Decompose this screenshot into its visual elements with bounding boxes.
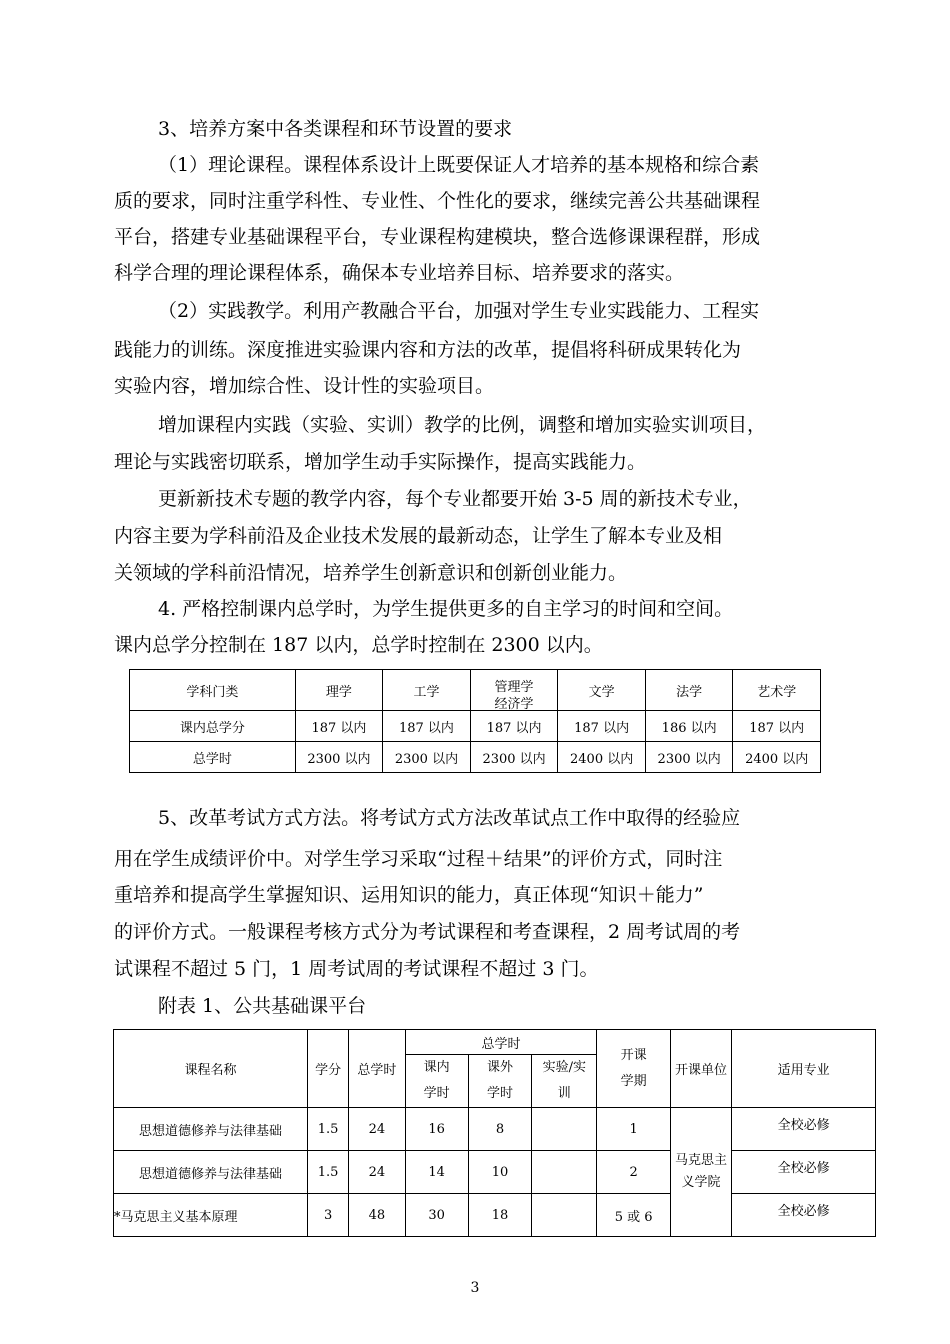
table-cell: 全校必修 xyxy=(732,1194,876,1237)
paragraph-theory-line1: （1）理论课程。课程体系设计上既要保证人才培养的基本规格和综合素 xyxy=(158,154,760,176)
table-cell: 2 xyxy=(597,1151,670,1194)
table-cell: 24 xyxy=(349,1108,405,1151)
table-cell: 10 xyxy=(468,1151,531,1194)
table-cell: 48 xyxy=(349,1194,405,1237)
table-cell: 2300 以内 xyxy=(645,742,733,773)
paragraph-theory-line3: 平台，搭建专业基础课程平台，专业课程构建模块，整合选修课课程群，形成 xyxy=(114,226,761,248)
table-header-row xyxy=(130,670,821,711)
table-cell: 187 以内 xyxy=(295,711,383,742)
table-cell: 课内总学分 xyxy=(130,711,296,742)
table-row xyxy=(130,742,821,773)
table-header-cell: 艺术学 xyxy=(733,670,821,711)
table-cell: 24 xyxy=(349,1151,405,1194)
table-cell: 全校必修 xyxy=(732,1151,876,1194)
paragraph-credit-control-line1: 4. 严格控制课内总学时，为学生提供更多的自主学习的时间和空间。 xyxy=(158,598,734,620)
table-header-cell xyxy=(597,1030,670,1108)
table-cell: 187 以内 xyxy=(558,711,646,742)
paragraph-credit-control-line2: 课内总学分控制在 187 以内，总学时控制在 2300 以内。 xyxy=(114,634,603,656)
table-cell: 1.5 xyxy=(308,1108,349,1151)
paragraph-theory-line2: 质的要求，同时注重学科性、专业性、个性化的要求，继续完善公共基础课程 xyxy=(114,190,761,212)
table-row xyxy=(130,711,821,742)
paragraph-new-tech-line2: 内容主要为学科前沿及企业技术发展的最新动态，让学生了解本专业及相 xyxy=(114,525,723,547)
dept-text: 马克思主义学院 xyxy=(675,1153,728,1190)
paragraph-exam-reform-line4: 的评价方式。一般课程考核方式分为考试课程和考查课程，2 周考试周的考 xyxy=(114,921,741,943)
page-number: 3 xyxy=(470,1280,480,1296)
table-cell: 187 以内 xyxy=(383,711,471,742)
table-header-cell: 工学 xyxy=(383,670,471,711)
table-cell xyxy=(670,1108,731,1237)
table-header-cell xyxy=(470,670,558,711)
paragraph-theory-line4: 科学合理的理论课程体系，确保本专业培养目标、培养要求的落实。 xyxy=(114,262,685,284)
paragraph-exam-reform-line1: 5、改革考试方式方法。将考试方式方法改革试点工作中取得的经验应 xyxy=(158,807,741,829)
paragraph-inclass-practice-line1: 增加课程内实践（实验、实训）教学的比例，调整和增加实验实训项目， xyxy=(158,414,767,436)
table-header-cell-text: 管理学经济学 xyxy=(494,680,534,712)
table-cell xyxy=(532,1151,597,1194)
table-cell: *马克思主义基本原理 xyxy=(114,1194,308,1237)
paragraph-new-tech-line1: 更新新技术专题的教学内容，每个专业都要开始 3-5 周的新技术专业， xyxy=(158,488,752,510)
table-cell: 187 以内 xyxy=(470,711,558,742)
table-cell xyxy=(532,1194,597,1237)
table-header-cell: 开课单位 xyxy=(670,1030,731,1108)
table-cell: 思想道德修养与法律基础 xyxy=(114,1151,308,1194)
table-cell: 全校必修 xyxy=(732,1108,876,1151)
lab-header-text: 实验/实训 xyxy=(542,1060,586,1101)
table-cell: 14 xyxy=(405,1151,468,1194)
table-header-cell: 课程名称 xyxy=(114,1030,308,1108)
public-course-table xyxy=(113,1029,876,1237)
table-row xyxy=(114,1151,876,1194)
table-cell: 总学时 xyxy=(130,742,296,773)
table-cell xyxy=(532,1108,597,1151)
credit-limit-table xyxy=(129,669,821,773)
paragraph-exam-reform-line2: 用在学生成绩评价中。对学生学习采取“过程＋结果”的评价方式，同时注 xyxy=(114,848,723,870)
table-cell: 5 或 6 xyxy=(597,1194,670,1237)
table-header-cell: 学科门类 xyxy=(130,670,296,711)
table-cell: 1 xyxy=(597,1108,670,1151)
table-cell: 18 xyxy=(468,1194,531,1237)
table-header-cell: 适用专业 xyxy=(732,1030,876,1108)
table-cell: 思想道德修养与法律基础 xyxy=(114,1108,308,1151)
table-row xyxy=(114,1194,876,1237)
table-cell: 2300 以内 xyxy=(295,742,383,773)
paragraph-new-tech-line3: 关领域的学科前沿情况，培养学生创新意识和创新创业能力。 xyxy=(114,562,628,584)
table-header-cell xyxy=(468,1055,531,1108)
table-header-cell: 法学 xyxy=(645,670,733,711)
table-cell: 30 xyxy=(405,1194,468,1237)
paragraph-practice-line3: 实验内容，增加综合性、设计性的实验项目。 xyxy=(114,375,495,397)
table-header-cell xyxy=(405,1055,468,1108)
in-class-header-text: 课内学时 xyxy=(423,1060,450,1101)
table-header-group-cell: 总学时 xyxy=(405,1030,597,1055)
table-row xyxy=(114,1108,876,1151)
table-cell: 186 以内 xyxy=(645,711,733,742)
table-cell: 2300 以内 xyxy=(470,742,558,773)
out-class-header-text: 课外学时 xyxy=(486,1060,513,1101)
table-cell: 3 xyxy=(308,1194,349,1237)
table-cell: 1.5 xyxy=(308,1151,349,1194)
appendix-table-title: 附表 1、公共基础课平台 xyxy=(158,995,367,1017)
table-header-cell: 学分 xyxy=(308,1030,349,1108)
paragraph-practice-line2: 践能力的训练。深度推进实验课内容和方法的改革，提倡将科研成果转化为 xyxy=(114,339,742,361)
table-header-cell: 文学 xyxy=(558,670,646,711)
section-heading-3: 3、培养方案中各类课程和环节设置的要求 xyxy=(158,118,513,140)
paragraph-practice-line1: （2）实践教学。利用产教融合平台，加强对学生专业实践能力、工程实 xyxy=(158,300,760,322)
table-cell: 2400 以内 xyxy=(733,742,821,773)
table-header-cell: 理学 xyxy=(295,670,383,711)
table-cell: 8 xyxy=(468,1108,531,1151)
table-cell: 2400 以内 xyxy=(558,742,646,773)
table-cell: 2300 以内 xyxy=(383,742,471,773)
table-header-cell: 总学时 xyxy=(349,1030,405,1108)
paragraph-exam-reform-line3: 重培养和提高学生掌握知识、运用知识的能力，真正体现“知识＋能力” xyxy=(114,884,704,906)
table-header-row xyxy=(114,1030,876,1055)
table-cell: 187 以内 xyxy=(733,711,821,742)
paragraph-inclass-practice-line2: 理论与实践密切联系，增加学生动手实际操作，提高实践能力。 xyxy=(114,451,647,473)
table-cell: 16 xyxy=(405,1108,468,1151)
table-header-cell xyxy=(532,1055,597,1108)
term-header-text: 开课学期 xyxy=(620,1047,647,1089)
paragraph-exam-reform-line5: 试课程不超过 5 门，1 周考试周的考试课程不超过 3 门。 xyxy=(114,958,599,980)
